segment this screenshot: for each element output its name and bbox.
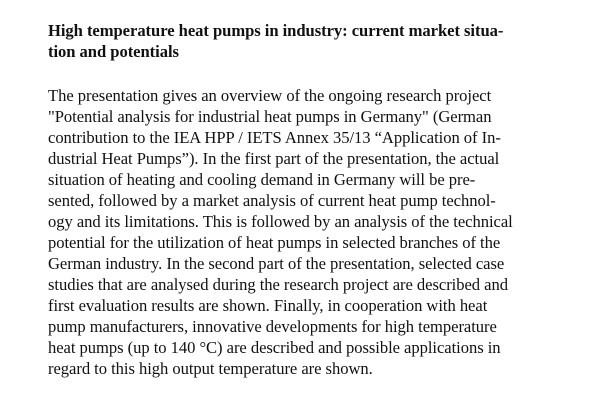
abstract-line: dustrial Heat Pumps”). In the first part of the presentation, the actual [48, 149, 500, 168]
abstract-paragraph [48, 85, 560, 379]
abstract-line: German industry. In the second part of the presentation, selected case [48, 254, 505, 273]
abstract-line: ogy and its limitations. This is followed by an analysis of the technical [48, 212, 513, 231]
abstract-line: pump manufacturers, innovative developments for high temperature [48, 317, 497, 336]
abstract-line: potential for the utilization of heat pumps in selected branches of the [48, 233, 501, 252]
abstract-line: The presentation gives an overview of the ongoing research project [48, 86, 492, 105]
title-line: High temperature heat pumps in industry: current market situa- [48, 21, 504, 40]
abstract-line: sented, followed by a market analysis of current heat pump technol- [48, 191, 496, 210]
abstract-line: first evaluation results are shown. Finally, in cooperation with heat [48, 296, 488, 315]
abstract-line: "Potential analysis for industrial heat pumps in Germany" (German [48, 107, 492, 126]
document-page [48, 20, 560, 379]
title-line: tion and potentials [48, 42, 179, 61]
abstract-line: heat pumps (up to 140 °C) are described and possible applications in [48, 338, 501, 357]
abstract-line: contribution to the IEA HPP / IETS Annex 35/13 “Application of In- [48, 128, 501, 147]
abstract-line: studies that are analysed during the research project are described and [48, 275, 508, 294]
document-title [48, 20, 560, 62]
abstract-line: situation of heating and cooling demand in Germany will be pre- [48, 170, 476, 189]
abstract-line: regard to this high output temperature are shown. [48, 359, 373, 378]
